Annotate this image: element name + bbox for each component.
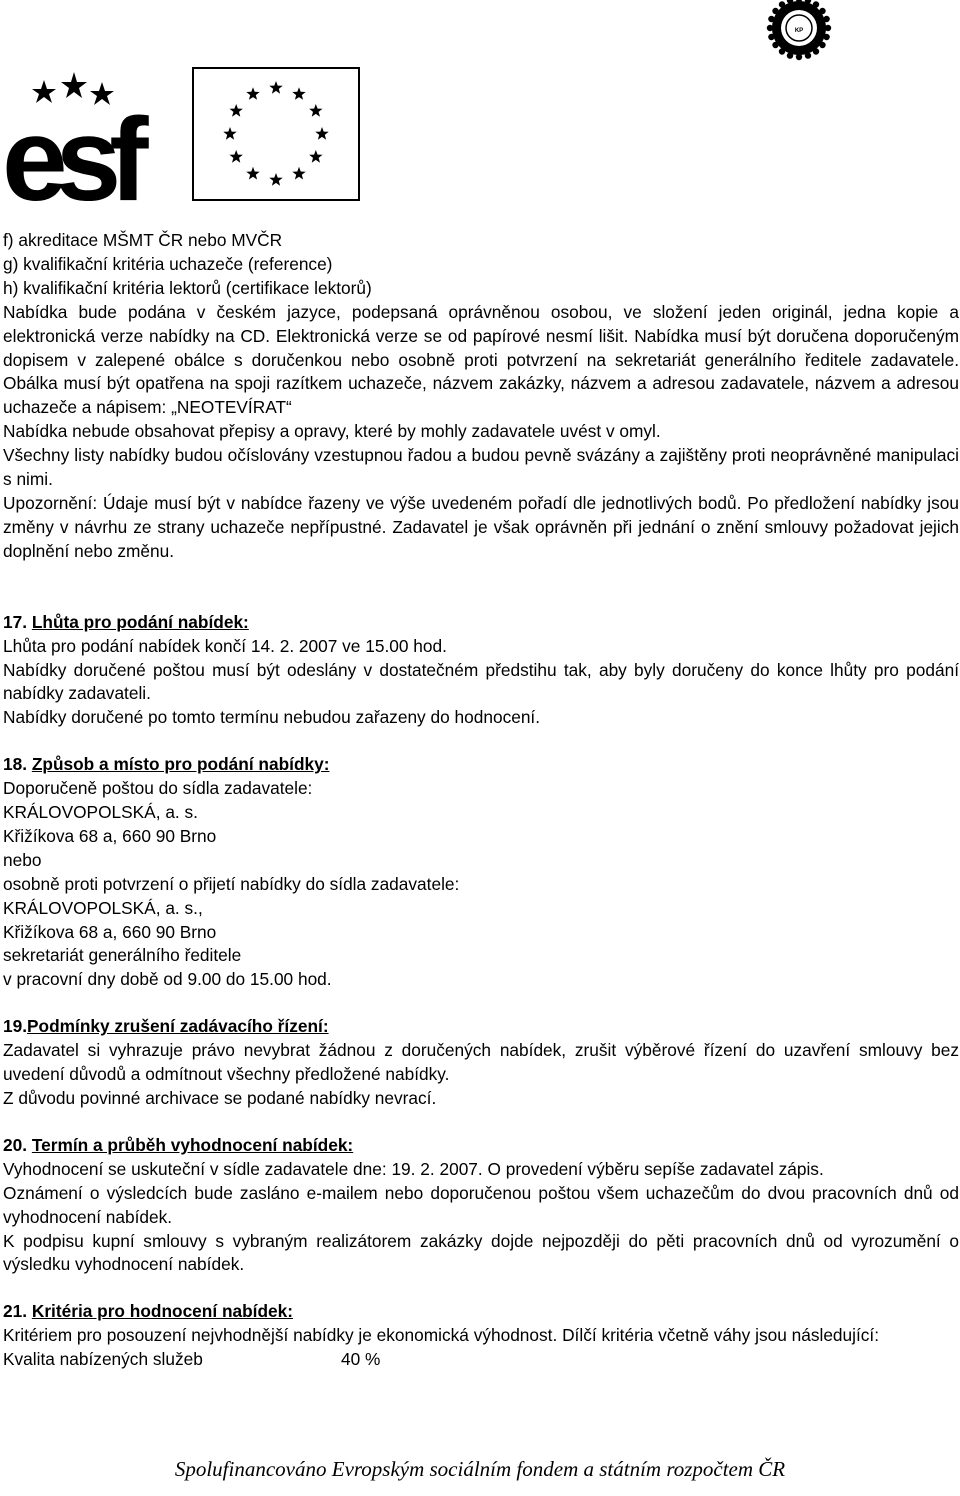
criterion-label: Kvalita nabízených služeb bbox=[3, 1349, 203, 1370]
eu-flag-logo bbox=[192, 67, 360, 201]
section-17-line: Nabídky doručené po tomto termínu nebudou zařazeny do hodnocení. bbox=[3, 707, 541, 728]
section-17-line: Lhůta pro podání nabídek končí 14. 2. 2007 ve 15.00 hod. bbox=[3, 635, 447, 656]
section-18-line: nebo bbox=[3, 849, 42, 870]
section-18-line: Křižíkova 68 a, 660 90 Brno bbox=[3, 921, 217, 942]
section-heading-19: 19.Podmínky zrušení zadávacího řízení: bbox=[3, 1016, 329, 1037]
esf-logo bbox=[2, 72, 157, 204]
section-18-line: osobně proti potvrzení o přijetí nabídky do sídla zadavatele: bbox=[3, 873, 460, 894]
company-seal-logo bbox=[758, 0, 840, 62]
esf-logo-text: esf bbox=[2, 94, 137, 204]
paragraph-corrections: Nabídka nebude obsahovat přepisy a opravy, které by mohly zadavatele uvést v omyl. bbox=[3, 421, 661, 442]
criterion-row bbox=[3, 1348, 959, 1372]
paragraph-warning: Upozornění: Údaje musí být v nabídce řazeny ve výše uvedeném pořadí dle jednotlivých bodů. Po předložení nabídky jsou změny v návrhu ze strany uchazeče nepřípustné. Zadavatel je však oprávněn při jednání o znění smlouvy požadovat jejich doplnění nebo změnu. bbox=[3, 492, 959, 561]
paragraph-pages: Všechny listy nabídky budou očíslovány vzestupnou řadou a budou pevně svázány a zajištěny proti neoprávněné manipulaci s nimi. bbox=[3, 445, 959, 490]
section-heading-18: 18. Způsob a místo pro podání nabídky: bbox=[3, 754, 330, 775]
footer-cofinancing-note: Spolufinancováno Evropským sociálním fondem a státním rozpočtem ČR bbox=[174, 1457, 786, 1481]
section-21-intro: Kritériem pro posouzení nejvhodnější nabídky je ekonomická výhodnost. Dílčí kritéria včetně váhy jsou následující: bbox=[3, 1325, 880, 1346]
section-18-line: Doporučeně poštou do sídla zadavatele: bbox=[3, 778, 313, 799]
section-18-line: KRÁLOVOPOLSKÁ, a. s., bbox=[3, 897, 203, 918]
section-18-line: sekretariát generálního ředitele bbox=[3, 945, 242, 966]
section-heading-17: 17. Lhůta pro podání nabídek: bbox=[3, 611, 249, 632]
svg-text:KP: KP bbox=[794, 28, 804, 34]
section-18-line: Křižíkova 68 a, 660 90 Brno bbox=[3, 825, 217, 846]
section-20-line: Vyhodnocení se uskuteční v sídle zadavatele dne: 19. 2. 2007. O provedení výběru sepíše zadavatel zápis. bbox=[3, 1158, 824, 1179]
criterion-weight: 40 % bbox=[341, 1349, 381, 1370]
section-18-line: KRÁLOVOPOLSKÁ, a. s. bbox=[3, 802, 198, 823]
document-body bbox=[3, 229, 959, 1372]
section-19-line: Zadavatel si vyhrazuje právo nevybrat žádnou z doručených nabídek, zrušit výběrové řízení do uzavření smlouvy bez uvedení důvodů a odmítnout všechny předložené nabídky. bbox=[3, 1040, 959, 1085]
section-18-line: v pracovní dny době od 9.00 do 15.00 hod. bbox=[3, 969, 332, 990]
list-item: g) kvalifikační kritéria uchazeče (reference) bbox=[3, 253, 333, 274]
section-heading-20: 20. Termín a průběh vyhodnocení nabídek: bbox=[3, 1134, 354, 1155]
paragraph-submission: Nabídka bude podána v českém jazyce, podepsaná oprávněnou osobou, ve složení jeden originál, jedna kopie a elektronická verze nabídky na CD. Elektronická verze se od papírové nesmí lišit. Nabídka musí být doručena doporučeným dopisem v zalepené obálce s doručenkou nebo osobně proti potvrzení na sekretariát generálního ředitele zadavatele. Obálka musí být opatřena na spoji razítkem uchazeče, názvem zakázky, názvem a adresou zadavatele, názvem a adresou uchazeče a nápisem: „NEOTEVÍRAT“ bbox=[3, 301, 959, 418]
section-20-line: K podpisu kupní smlouvy s vybraným realizátorem zakázky dojde nejpozději do pěti pracovních dnů od vyrozumění o výsledku vyhodnocení nabídek. bbox=[3, 1230, 959, 1275]
section-heading-21: 21. Kritéria pro hodnocení nabídek: bbox=[3, 1301, 294, 1322]
list-item: h) kvalifikační kritéria lektorů (certifikace lektorů) bbox=[3, 277, 372, 298]
section-20-line: Oznámení o výsledcích bude zasláno e-mailem nebo doporučenou poštou všem uchazečům do dvou pracovních dnů od vyhodnocení nabídek. bbox=[3, 1182, 959, 1227]
list-item: f) akreditace MŠMT ČR nebo MVČR bbox=[3, 230, 283, 250]
section-19-line: Z důvodu povinné archivace se podané nabídky nevrací. bbox=[3, 1088, 437, 1108]
section-17-line: Nabídky doručené poštou musí být odeslány v dostatečném předstihu tak, aby byly doručeny do konce lhůty pro podání nabídky zadavateli. bbox=[3, 659, 959, 704]
